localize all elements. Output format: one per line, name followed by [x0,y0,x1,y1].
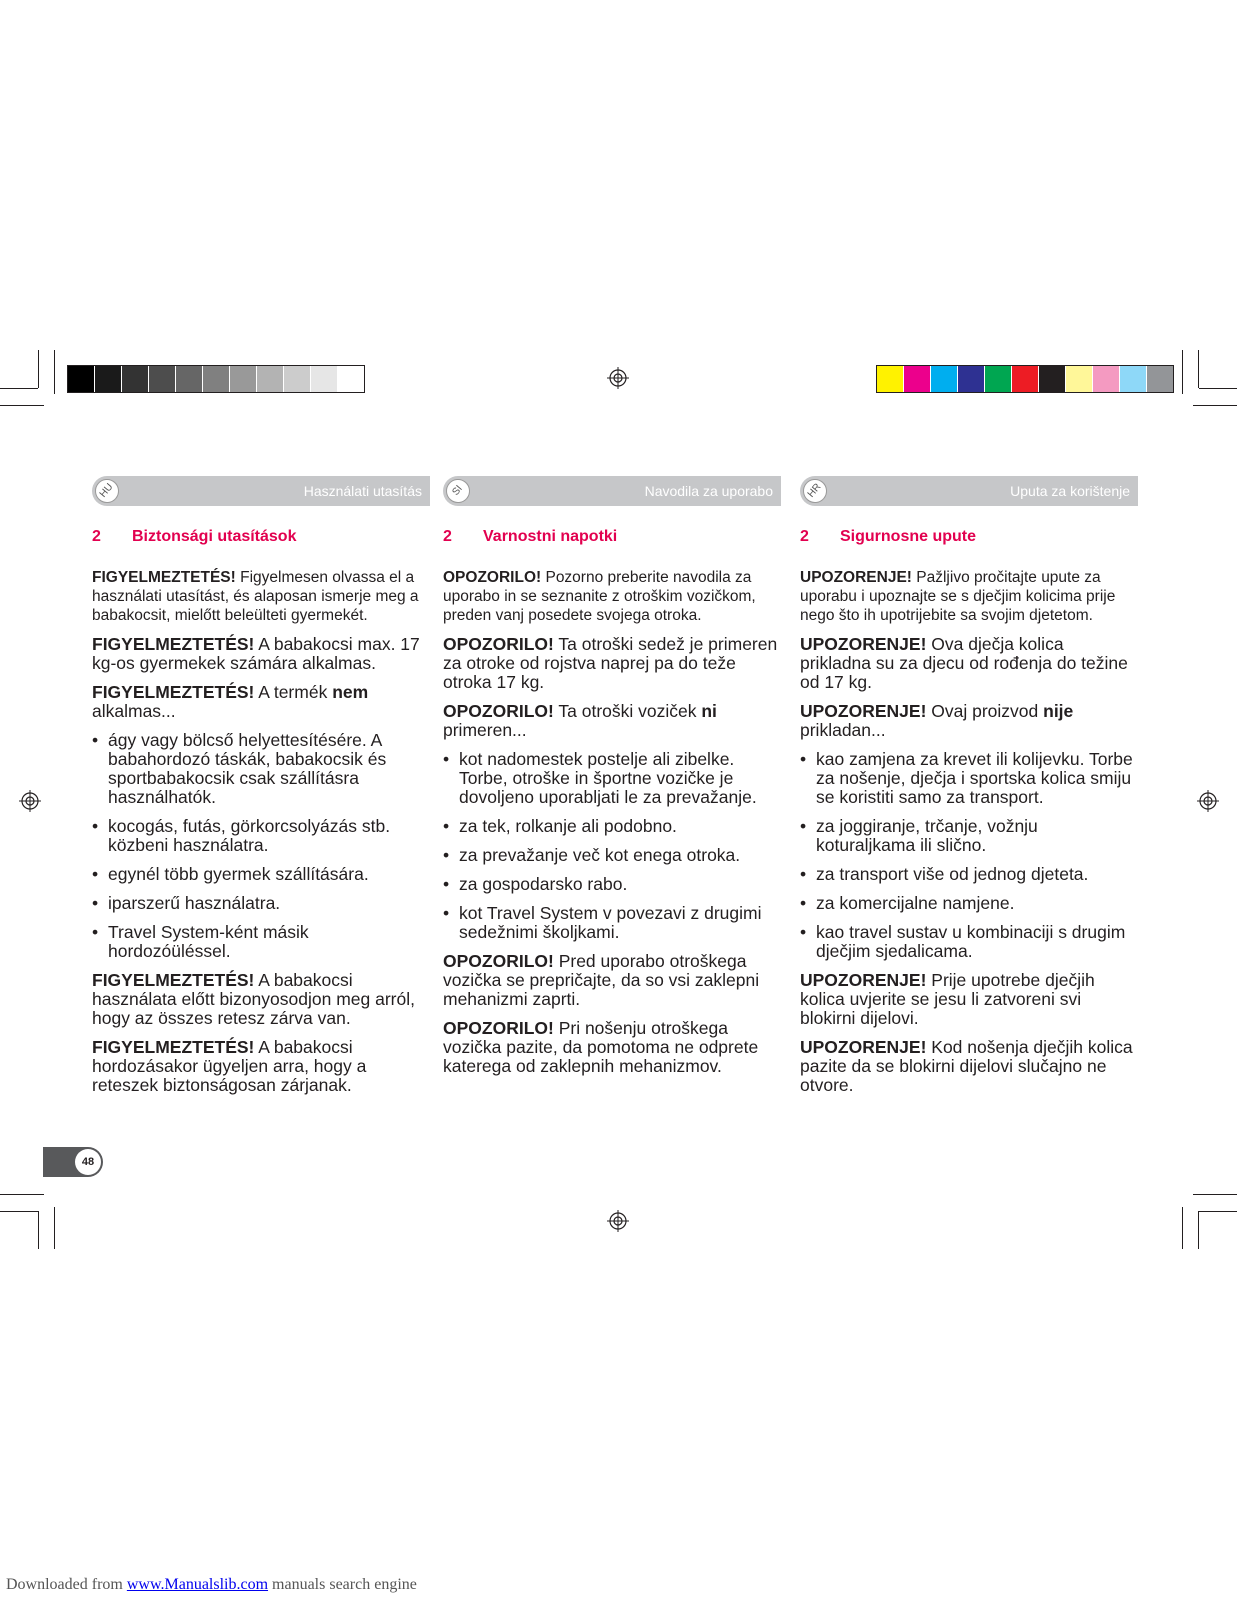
warning-label: UPOZORENJE! [800,701,927,721]
warning-paragraph [443,702,781,740]
warning-paragraph [800,568,1138,625]
warning-label: OPOZORILO! [443,701,554,721]
color-swatch [930,366,957,392]
warning-text: A babakocsi hordozásakor ügyeljen arra, hogy a reteszek biztonságosan zárjanak. [92,1037,367,1095]
bullet-list [800,750,1138,961]
warning-paragraph [92,971,430,1028]
bullet-item: • kot nadomestek postelje ali zibelke. Torbe, otroške in športne vozičke je dovoljeno uporabljati le za prevažanje. [443,750,781,807]
warning-text: A babakocsi max. 17 kg-os gyermekek számára alkalmas. [92,634,420,673]
warning-text: Pozorno preberite navodila za uporabo in se seznanite z otroškim vozičkom, preden vanj posedete svojega otroka. [443,569,756,624]
bullet-list [92,731,430,961]
color-swatch [68,366,94,392]
bullet-item: • kocogás, futás, görkorcsolyázás stb. közbeni használatra. [92,817,430,855]
warning-paragraph [443,568,781,625]
warning-paragraph [800,1038,1138,1095]
language-column [800,476,1138,1105]
manual-title: Navodila za uporabo [644,483,773,499]
crop-mark [1193,1194,1237,1195]
color-swatch [256,366,283,392]
warning-label: FIGYELMEZTETÉS! [92,970,255,990]
manual-title: Uputa za korištenje [1010,483,1130,499]
bullet-item: • za prevažanje več kot enega otroka. [443,846,781,865]
section-heading [800,528,1138,546]
bullet-item: • za tek, rolkanje ali podobno. [443,817,781,836]
crop-mark [1198,350,1199,388]
warning-paragraph [443,952,781,1009]
warning-paragraph [800,702,1138,740]
language-code-badge: HU [90,474,124,508]
warning-text: primeren... [443,720,527,740]
crop-mark [38,1211,39,1249]
warning-text: Pred uporabo otroškega vozička se prepričajte, da so vsi zaklepni mehanizmi zaprti. [443,951,760,1009]
bullet-item: • kao zamjena za krevet ili kolijevku. Torbe za nošenje, dječja i sportska kolica smiju se koristiti samo za transport. [800,750,1138,807]
color-swatch [1038,366,1065,392]
warning-text: Ovaj proizvod [926,701,1044,721]
warning-text: Ta otroški sedež je primeren za otroke od rojstva naprej pa do teže otroka 17 kg. [443,634,778,692]
warning-text: Ova dječja kolica prikladna su za djecu od rođenja do težine od 17 kg. [800,634,1128,692]
warning-text: Pažljivo pročitajte upute za uporabu i upoznajte se s dječjim kolicima prije nego što ih upotrijebite sa svojim djetetom. [800,569,1116,624]
crop-mark [0,1194,44,1195]
warning-label: OPOZORILO! [443,634,554,654]
bullet-item: • kao travel sustav u kombinaciji s drugim dječjim sjedalicama. [800,923,1138,961]
registration-mark-icon [19,790,41,812]
crop-mark [1199,1211,1237,1212]
bullet-item: • ágy vagy bölcső helyettesítésére. A babahordozó táskák, babakocsik és sportbabakocsik csak szállításra használhatók. [92,731,430,807]
warning-label: FIGYELMEZTETÉS! [92,569,236,586]
bullet-item: • egynél több gyermek szállítására. [92,865,430,884]
color-swatch [1146,366,1173,392]
warning-paragraph [92,683,430,721]
warning-label: UPOZORENJE! [800,569,912,586]
crop-mark [38,350,39,388]
warning-text: A babakocsi használata előtt bizonyosodjon meg arról, hogy az összes retesz zárva van. [92,970,415,1028]
crop-mark [1182,350,1183,394]
bullet-item: • za komercijalne namjene. [800,894,1138,913]
footer-prefix: Downloaded from [6,1576,127,1593]
manualslib-link[interactable]: www.Manualslib.com [126,1576,269,1593]
warning-paragraph [443,635,781,692]
color-swatch [1119,366,1146,392]
color-swatch [94,366,121,392]
emphasis-text: nem [332,682,369,702]
page-number-tab [43,1147,103,1177]
bullet-item: • iparszerű használatra. [92,894,430,913]
section-number: 2 [800,528,809,545]
warning-label: OPOZORILO! [443,569,542,586]
color-swatch [121,366,148,392]
warning-text: Kod nošenja dječjih kolica pazite da se blokirni dijelovi slučajno ne otvore. [800,1037,1133,1095]
warning-paragraph [800,971,1138,1028]
bullet-list [443,750,781,942]
registration-mark-icon [1197,790,1219,812]
language-code-badge: SI [441,474,475,508]
crop-mark [1198,1211,1199,1249]
process-color-bar [876,365,1174,393]
language-header-bar [800,476,1138,506]
warning-text: prikladan... [800,720,886,740]
color-swatch [175,366,202,392]
language-header-bar [443,476,781,506]
warning-text: Ta otroški voziček [553,701,702,721]
language-header-bar [92,476,430,506]
warning-text: alkalmas... [92,701,176,721]
warning-text: A termék [254,682,333,702]
section-title: Sigurnosne upute [840,528,976,545]
section-heading [443,528,781,546]
warning-label: UPOZORENJE! [800,970,927,990]
manual-title: Használati utasítás [303,483,422,499]
warning-paragraph [443,1019,781,1076]
color-swatch [148,366,175,392]
section-number: 2 [443,528,452,545]
crop-mark [1193,405,1237,406]
color-swatch [877,366,903,392]
warning-label: UPOZORENJE! [800,634,927,654]
color-swatch [283,366,310,392]
bullet-item: • kot Travel System v povezavi z drugimi sedežnimi školjkami. [443,904,781,942]
bullet-item: • za transport više od jednog djeteta. [800,865,1138,884]
color-swatch [903,366,930,392]
crop-mark [54,350,55,394]
crop-mark [54,1207,55,1249]
color-swatch [984,366,1011,392]
grayscale-color-bar [67,365,365,393]
bullet-item: • Travel System-ként másik hordozóüléssel. [92,923,430,961]
color-swatch [337,366,364,392]
section-number: 2 [92,528,101,545]
color-swatch [202,366,229,392]
crop-mark [0,1211,38,1212]
download-footer [6,1576,417,1594]
warning-text: Pri nošenju otroškega vozička pazite, da pomotoma ne odprete katerega od zaklepnih mehanizmov. [443,1018,759,1076]
color-swatch [1011,366,1038,392]
section-title: Varnostni napotki [483,528,618,545]
warning-paragraph [800,635,1138,692]
emphasis-text: ni [701,701,717,721]
color-swatch [229,366,256,392]
color-swatch [1092,366,1119,392]
warning-paragraph [92,568,430,625]
warning-label: OPOZORILO! [443,951,554,971]
emphasis-text: nije [1043,701,1074,721]
color-swatch [310,366,337,392]
page-number: 48 [75,1149,101,1175]
section-heading [92,528,430,546]
warning-paragraph [92,635,430,673]
warning-label: FIGYELMEZTETÉS! [92,634,255,654]
footer-suffix: manuals search engine [268,1576,417,1593]
registration-mark-icon [607,367,629,389]
color-swatch [957,366,984,392]
crop-mark [1199,388,1237,389]
bullet-item: • za joggiranje, trčanje, vožnju koturaljkama ili slično. [800,817,1138,855]
crop-mark [0,405,44,406]
registration-mark-icon [607,1210,629,1232]
warning-text: Figyelmesen olvassa el a használati utasítást, és alaposan ismerje meg a babakocsit, mielőtt beleülteti gyermekét. [92,569,419,624]
language-column [92,476,430,1105]
language-code-badge: HR [798,474,832,508]
warning-text: Prije upotrebe dječjih kolica uvjerite se jesu li zatvoreni svi blokirni dijelovi. [800,970,1095,1028]
bullet-item: • za gospodarsko rabo. [443,875,781,894]
crop-mark [0,388,38,389]
warning-label: FIGYELMEZTETÉS! [92,1037,255,1057]
section-title: Biztonsági utasítások [132,528,297,545]
color-swatch [1065,366,1092,392]
language-column [443,476,781,1086]
warning-paragraph [92,1038,430,1095]
crop-mark [1182,1207,1183,1249]
warning-label: OPOZORILO! [443,1018,554,1038]
warning-label: FIGYELMEZTETÉS! [92,682,255,702]
warning-label: UPOZORENJE! [800,1037,927,1057]
